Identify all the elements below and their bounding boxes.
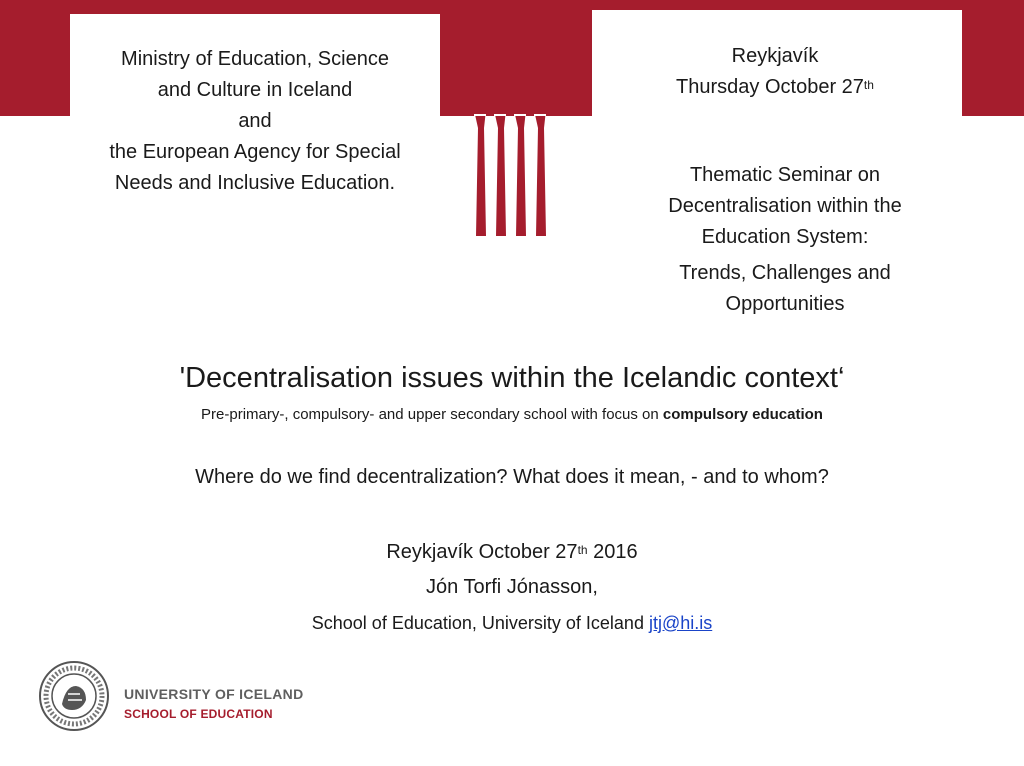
seminar-sub-line: Trends, Challenges and — [679, 262, 891, 284]
organizer-line: the European Agency for Special — [109, 141, 401, 163]
key-question: Where do we find decentralization? What does it mean, - and to whom? — [195, 466, 829, 488]
pillar-logo-icon — [462, 78, 558, 236]
university-seal-icon — [38, 660, 110, 732]
organizer-line: and Culture in Iceland — [157, 79, 353, 101]
organizers-text — [60, 44, 450, 199]
email-link[interactable]: jtj@hi.is — [648, 613, 713, 633]
author-affiliation: School of Education, University of Iceland jtj@hi.is — [311, 613, 713, 633]
seminar-title — [620, 160, 950, 253]
organizer-line: and — [238, 110, 272, 132]
seminar-sub-line: Opportunities — [725, 293, 845, 315]
organizer-line: Needs and Inclusive Education. — [114, 172, 396, 194]
organizer-line: Ministry of Education, Science — [121, 48, 389, 70]
university-name: UNIVERSITY OF ICELAND — [124, 686, 304, 702]
event-date — [600, 41, 950, 103]
seminar-line: Thematic Seminar on — [689, 164, 881, 186]
author-name: Jón Torfi Jónasson, — [426, 576, 598, 598]
seminar-subtitle — [620, 258, 950, 320]
seminar-line: Decentralisation within the — [668, 195, 902, 217]
school-name: SCHOOL OF EDUCATION — [124, 707, 273, 721]
presentation-title: 'Decentralisation issues within the Icelandic context‘ — [179, 362, 845, 394]
presentation-subtitle: Pre-primary-, compulsory- and upper secondary school with focus on compulsory education — [201, 406, 823, 423]
seminar-line: Education System: — [701, 226, 869, 248]
event-day: Thursday October 27th — [676, 76, 874, 98]
event-place: Reykjavík — [731, 45, 819, 67]
subtitle-emphasis: compulsory education — [662, 406, 823, 423]
presentation-date: Reykjavík October 27th 2016 — [386, 541, 638, 563]
